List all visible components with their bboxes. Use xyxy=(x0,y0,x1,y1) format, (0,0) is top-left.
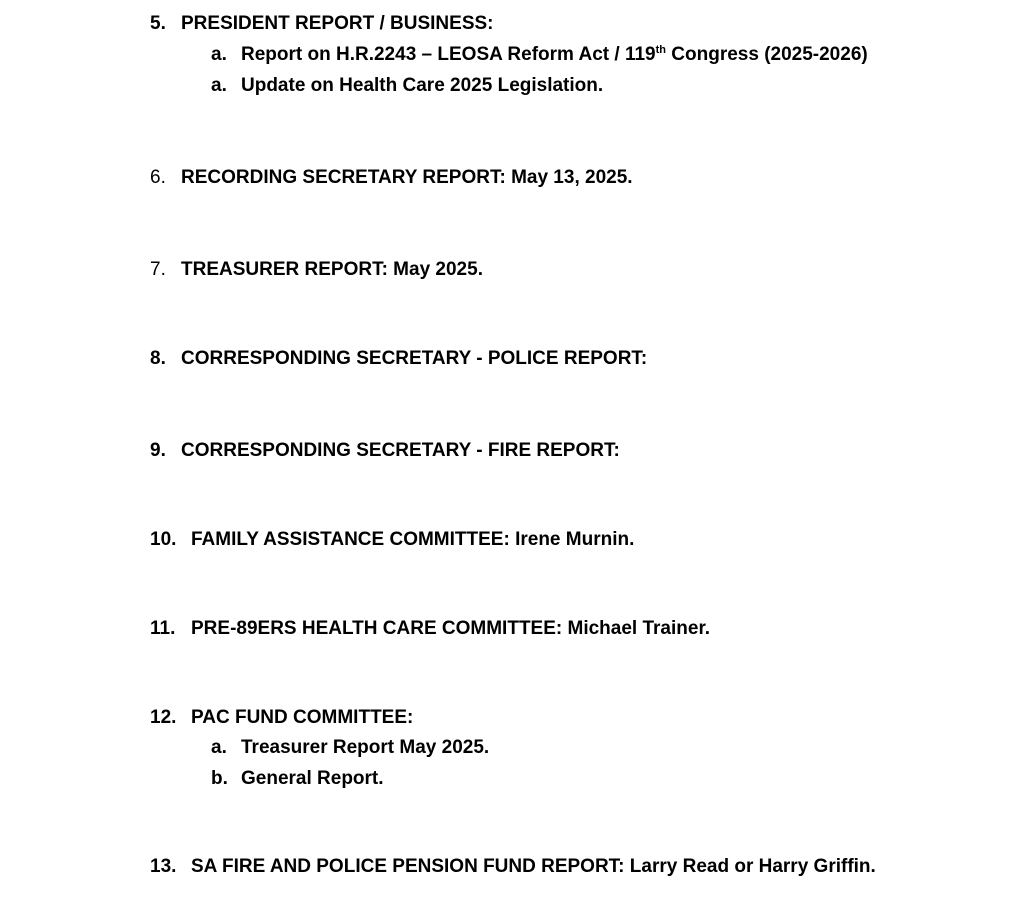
agenda-subitem-12b xyxy=(211,768,384,790)
item-number: 7. xyxy=(150,259,166,280)
item-text: CORRESPONDING SECRETARY - FIRE REPORT: xyxy=(181,440,620,461)
item-number: 13. xyxy=(150,856,177,877)
subitem-superscript: th xyxy=(655,44,666,56)
subitem-text-start: Report on H.R.2243 – LEOSA Reform Act / 119 xyxy=(241,44,656,65)
agenda-item-5 xyxy=(150,13,494,35)
item-text: PAC FUND COMMITTEE: xyxy=(191,707,414,728)
agenda-subitem-12a xyxy=(211,737,489,759)
agenda-item-13 xyxy=(150,856,876,878)
agenda-subitem-5a-second xyxy=(211,75,603,97)
item-text: PRE-89ERS HEALTH CARE COMMITTEE: Michael Trainer. xyxy=(191,618,711,639)
agenda-item-7 xyxy=(150,259,483,281)
item-number: 12. xyxy=(150,707,177,728)
agenda-item-9 xyxy=(150,440,620,462)
item-text: PRESIDENT REPORT / BUSINESS: xyxy=(181,13,494,34)
subitem-text: Update on Health Care 2025 Legislation. xyxy=(241,75,604,96)
agenda-item-12 xyxy=(150,707,413,729)
agenda-item-8 xyxy=(150,348,647,370)
agenda-item-11 xyxy=(150,618,710,640)
item-number: 11. xyxy=(150,618,176,639)
item-text: RECORDING SECRETARY REPORT: May 13, 2025. xyxy=(181,167,633,188)
subitem-letter: b. xyxy=(211,768,228,789)
item-number: 9. xyxy=(150,440,166,461)
item-text: FAMILY ASSISTANCE COMMITTEE: Irene Murnin. xyxy=(191,529,635,550)
item-number: 6. xyxy=(150,167,166,188)
item-number: 8. xyxy=(150,348,166,369)
subitem-text: Treasurer Report May 2025. xyxy=(241,737,490,758)
agenda-item-10 xyxy=(150,529,634,551)
subitem-letter: a. xyxy=(211,44,227,65)
subitem-letter: a. xyxy=(211,737,227,758)
item-text: SA FIRE AND POLICE PENSION FUND REPORT: Larry Read or Harry Griffin. xyxy=(191,856,876,877)
item-number: 5. xyxy=(150,13,166,34)
subitem-text-end: Congress (2025-2026) xyxy=(666,44,868,65)
agenda-subitem-5a xyxy=(211,44,868,66)
subitem-text: General Report. xyxy=(241,768,384,789)
item-text: CORRESPONDING SECRETARY - POLICE REPORT: xyxy=(181,348,648,369)
item-text: TREASURER REPORT: May 2025. xyxy=(181,259,483,280)
item-number: 10. xyxy=(150,529,177,550)
subitem-letter: a. xyxy=(211,75,227,96)
agenda-item-6 xyxy=(150,167,633,189)
